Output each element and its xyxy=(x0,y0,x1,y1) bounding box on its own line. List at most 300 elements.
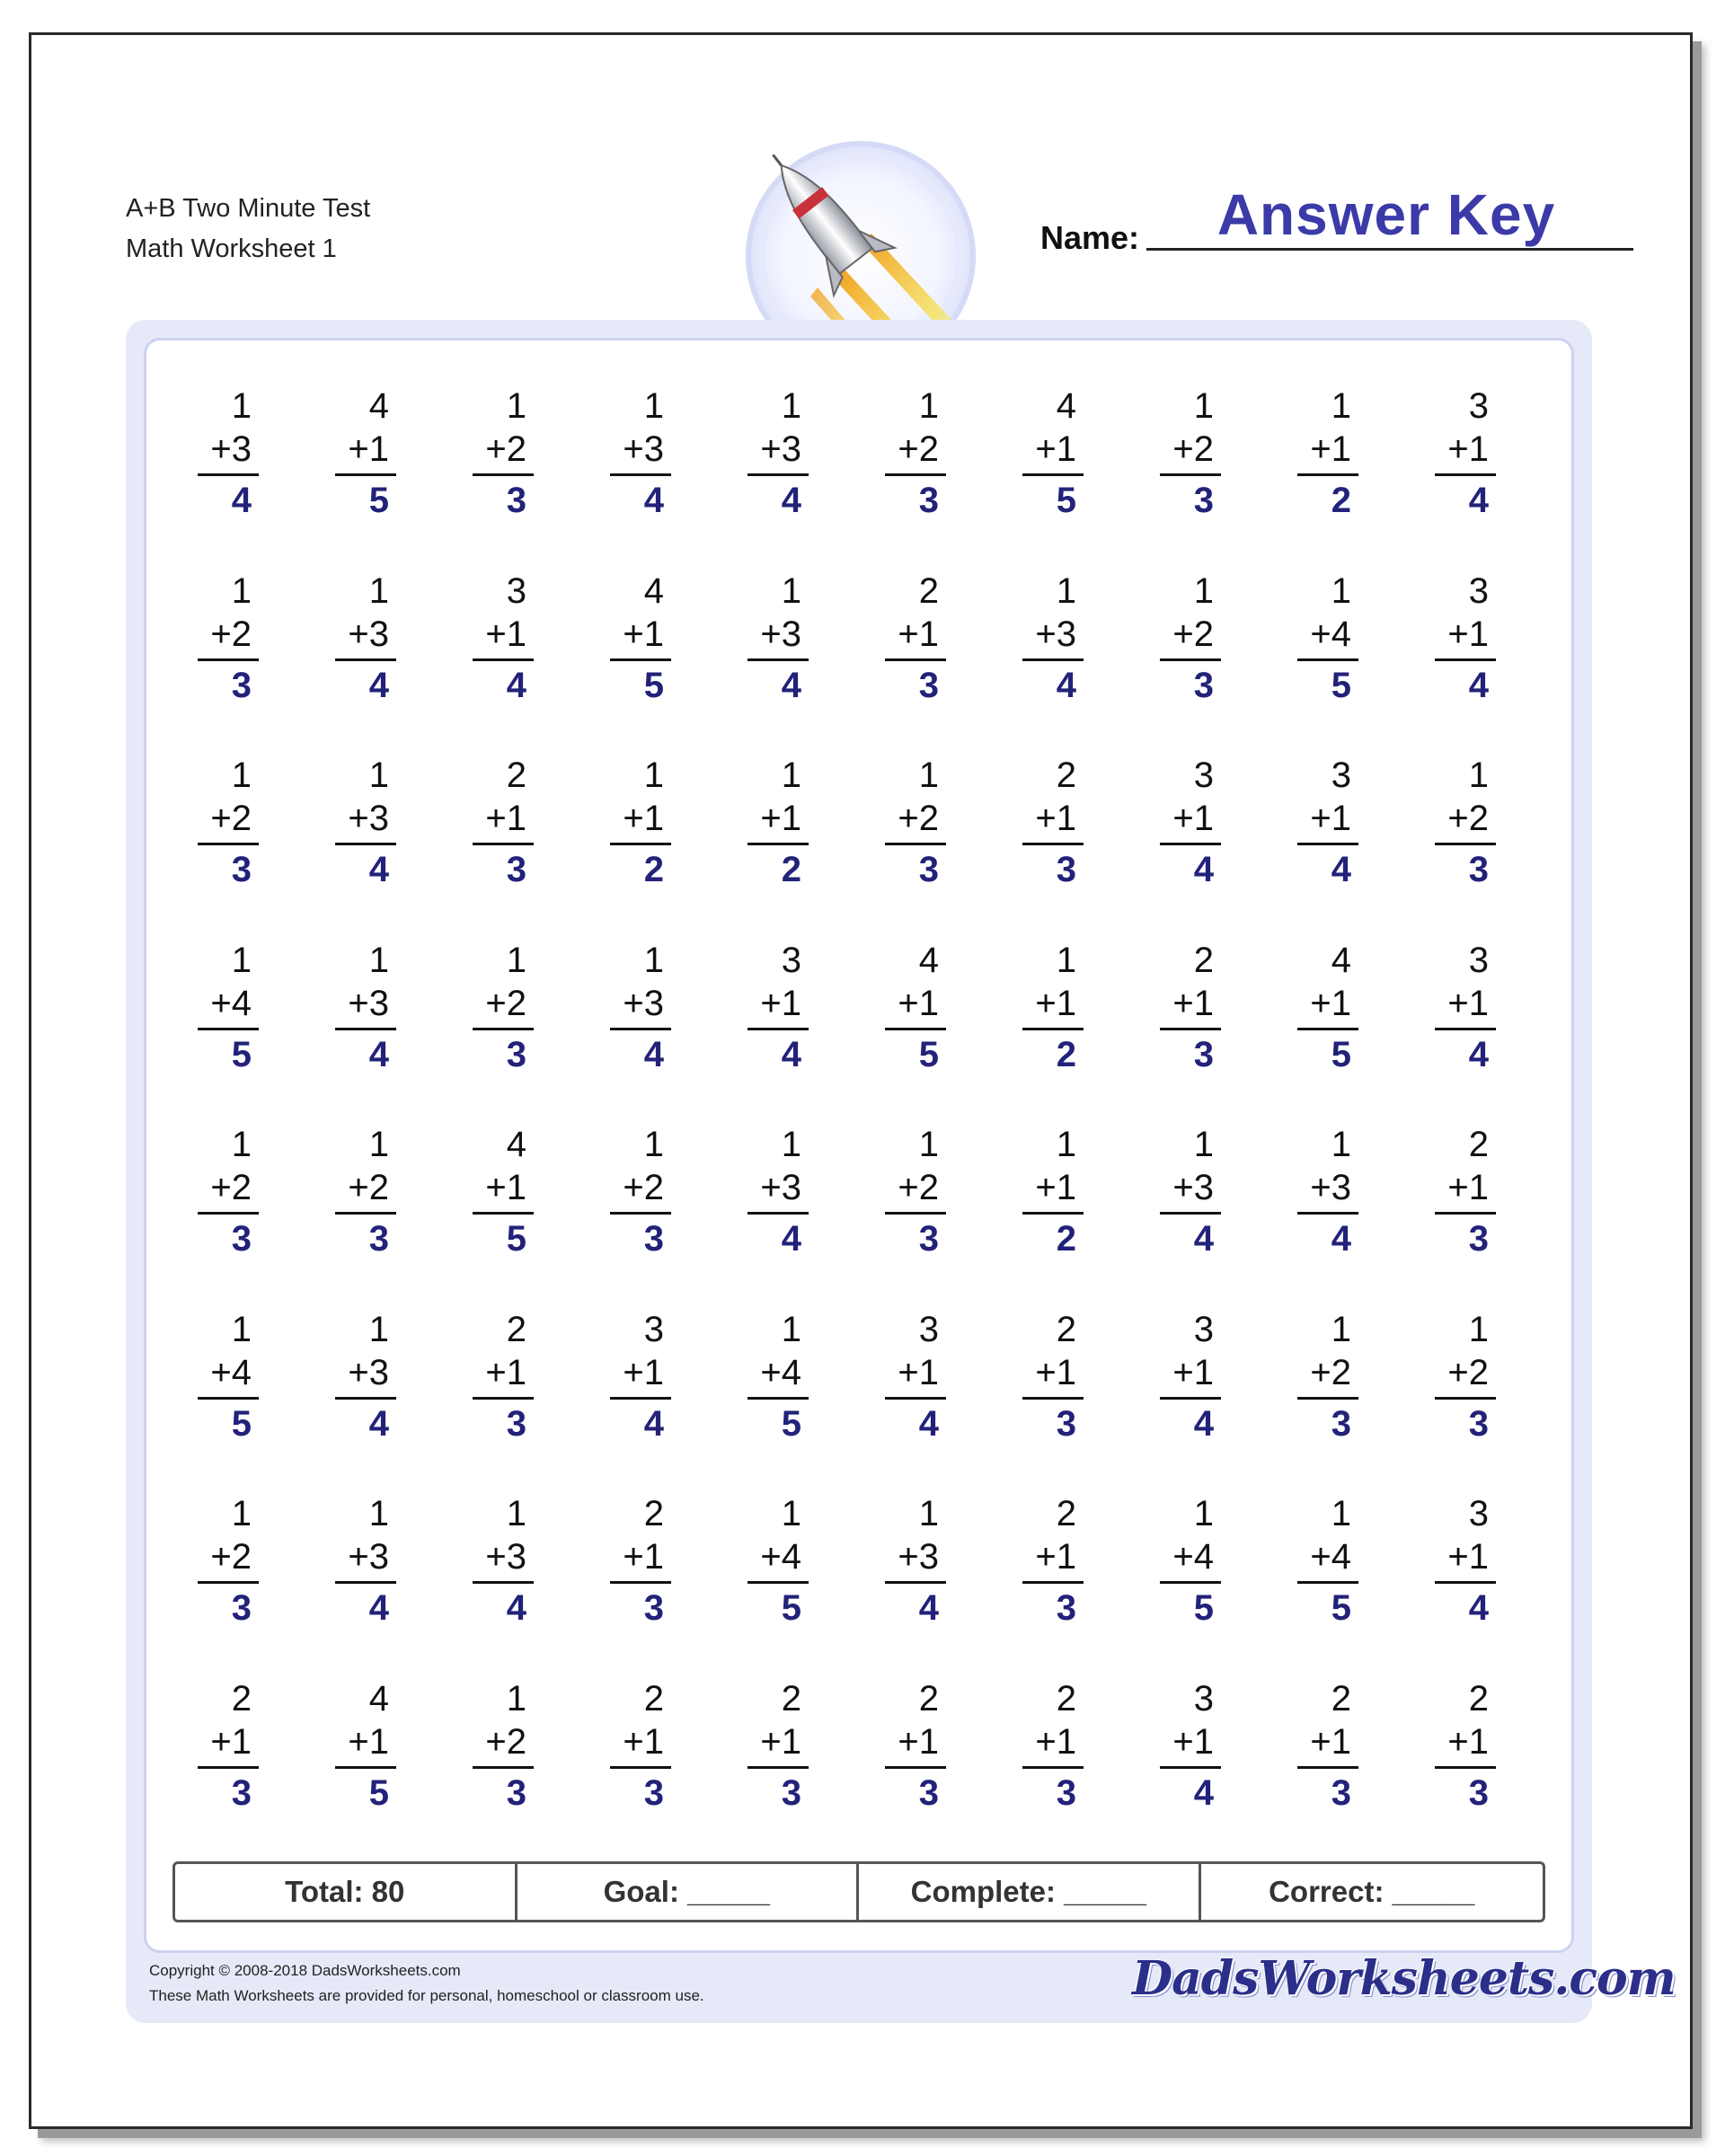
problem-rule xyxy=(748,658,809,661)
problem-rule xyxy=(610,843,671,845)
problem-addend-a: 2 xyxy=(643,1678,664,1719)
problem-rule xyxy=(198,1581,259,1584)
problem-addend-b: +3 xyxy=(1172,1168,1214,1207)
problem-addend-a: 3 xyxy=(1468,570,1489,611)
problem-rule xyxy=(198,658,259,661)
problem-addend-b: +1 xyxy=(1172,1721,1214,1762)
problem-addend-b: +2 xyxy=(485,983,526,1023)
problem xyxy=(878,755,1015,941)
brand-logo: DadsWorksheets.com xyxy=(1132,1951,1676,2006)
problem-addend-a: 3 xyxy=(1193,755,1214,795)
problem xyxy=(190,386,328,571)
problem xyxy=(328,1679,465,1864)
problem xyxy=(465,1125,603,1310)
problem-answer: 4 xyxy=(781,1034,801,1074)
problem-rule xyxy=(748,1397,809,1400)
problem-rule xyxy=(1435,1397,1496,1400)
problem-addend-a: 4 xyxy=(918,940,939,980)
problem-addend-b: +1 xyxy=(1447,1537,1489,1577)
problem-rule xyxy=(1297,1212,1358,1215)
problem-answer: 5 xyxy=(918,1034,939,1074)
problem-addend-b: +4 xyxy=(760,1537,801,1577)
problem-addend-b: +1 xyxy=(1447,614,1489,654)
problem-addend-a: 1 xyxy=(1193,1125,1214,1164)
problem-addend-b: +3 xyxy=(760,429,801,469)
problem-answer: 2 xyxy=(781,850,801,889)
problem-rule xyxy=(335,1212,396,1215)
problem-rule xyxy=(1022,1028,1084,1030)
problem-rule xyxy=(1022,843,1084,845)
problem xyxy=(1015,386,1153,571)
problem-addend-a: 3 xyxy=(1468,1494,1489,1533)
problem-addend-b: +1 xyxy=(485,614,526,654)
problem-addend-a: 3 xyxy=(643,1309,664,1349)
problem-rule xyxy=(610,658,671,661)
problem-addend-a: 1 xyxy=(506,1678,526,1719)
problem-rule xyxy=(885,473,946,476)
problem-answer: 4 xyxy=(918,1403,939,1444)
problem-rule xyxy=(610,1766,671,1769)
problem-addend-a: 1 xyxy=(231,570,252,611)
problem-addend-b: +2 xyxy=(898,799,939,838)
problem-rule xyxy=(1160,1212,1221,1215)
problem xyxy=(1015,755,1153,941)
problem-addend-b: +1 xyxy=(623,799,664,838)
problem-answer: 3 xyxy=(231,1219,252,1259)
problem-addend-a: 1 xyxy=(1056,940,1076,980)
problem-addend-a: 3 xyxy=(1193,1309,1214,1349)
problem-answer: 4 xyxy=(368,1588,389,1628)
problem xyxy=(1428,755,1565,941)
problem-answer: 3 xyxy=(1331,1403,1351,1444)
problem-addend-a: 1 xyxy=(368,1125,389,1164)
problem-answer: 4 xyxy=(1193,1219,1214,1259)
problem-addend-b: +3 xyxy=(623,983,664,1023)
problem-addend-a: 1 xyxy=(368,570,389,611)
problem-addend-a: 1 xyxy=(1331,386,1351,426)
problem-addend-b: +3 xyxy=(623,429,664,469)
problem-rule xyxy=(1022,473,1084,476)
problem xyxy=(465,1310,603,1495)
problem xyxy=(328,1494,465,1679)
problem-addend-b: +3 xyxy=(898,1537,939,1577)
problem xyxy=(603,941,740,1126)
problem xyxy=(328,941,465,1126)
problem-answer: 3 xyxy=(918,665,939,705)
problem-rule xyxy=(885,1212,946,1215)
problem-rule xyxy=(198,1397,259,1400)
problem-addend-b: +3 xyxy=(348,799,389,838)
problem-addend-b: +1 xyxy=(1172,983,1214,1023)
name-label: Name: xyxy=(1040,219,1140,256)
problem-addend-b: +1 xyxy=(485,799,526,838)
problem-answer: 4 xyxy=(781,481,801,520)
problem-grid xyxy=(190,386,1565,1851)
problem-rule xyxy=(335,1766,396,1769)
worksheet-subtitle: Math Worksheet 1 xyxy=(126,234,337,263)
problem-rule xyxy=(335,843,396,845)
problem-addend-a: 1 xyxy=(231,1309,252,1349)
problem-answer: 3 xyxy=(506,1403,526,1444)
problem xyxy=(190,755,328,941)
problem-rule xyxy=(198,1028,259,1030)
problem-rule xyxy=(473,843,534,845)
problem-rule xyxy=(748,1581,809,1584)
problem-answer: 4 xyxy=(368,665,389,705)
problem-answer: 3 xyxy=(1468,1772,1489,1813)
problem-addend-a: 2 xyxy=(781,1678,801,1719)
problem-addend-b: +1 xyxy=(898,614,939,654)
problem-addend-a: 1 xyxy=(1468,1309,1489,1349)
problem-answer: 3 xyxy=(918,1772,939,1813)
problem-addend-a: 2 xyxy=(1331,1678,1351,1719)
problem-rule xyxy=(610,473,671,476)
problem-rule xyxy=(1297,843,1358,845)
problem-addend-b: +3 xyxy=(348,983,389,1023)
problem-rule xyxy=(610,1581,671,1584)
problem-addend-b: +2 xyxy=(348,1168,389,1207)
problem-addend-a: 1 xyxy=(1193,1494,1214,1533)
problem-addend-b: +2 xyxy=(1172,429,1214,469)
problem-answer: 5 xyxy=(506,1219,526,1259)
problem xyxy=(1428,941,1565,1126)
problem-addend-b: +4 xyxy=(1172,1537,1214,1577)
problem-rule xyxy=(885,843,946,845)
problem-rule xyxy=(1297,473,1358,476)
problem-rule xyxy=(1297,658,1358,661)
name-line xyxy=(1146,248,1633,251)
problem-rule xyxy=(1022,1581,1084,1584)
problem-addend-a: 4 xyxy=(506,1125,526,1164)
problem-rule xyxy=(1435,473,1496,476)
problem-addend-a: 1 xyxy=(231,386,252,426)
problem-addend-b: +1 xyxy=(1447,1721,1489,1762)
problem xyxy=(465,1494,603,1679)
problem-answer: 4 xyxy=(506,1588,526,1628)
problem-answer: 4 xyxy=(1468,1034,1489,1074)
problem-addend-a: 4 xyxy=(368,1678,389,1719)
problem-addend-a: 1 xyxy=(231,940,252,980)
problem-rule xyxy=(748,473,809,476)
problem-addend-a: 1 xyxy=(368,1494,389,1533)
problem-addend-b: +1 xyxy=(210,1721,252,1762)
problem-addend-a: 1 xyxy=(1331,1494,1351,1533)
problem xyxy=(465,1679,603,1864)
problem xyxy=(878,1310,1015,1495)
problem xyxy=(328,1310,465,1495)
problem xyxy=(603,1310,740,1495)
problem-addend-b: +4 xyxy=(760,1352,801,1392)
problem xyxy=(1428,1494,1565,1679)
problem-answer: 4 xyxy=(368,1034,389,1074)
problem xyxy=(603,1125,740,1310)
problem-rule xyxy=(610,1028,671,1030)
problem-answer: 3 xyxy=(1056,1772,1076,1813)
problem-rule xyxy=(1022,1397,1084,1400)
problem xyxy=(1428,1679,1565,1864)
problem-answer: 2 xyxy=(1056,1219,1076,1259)
problem xyxy=(740,1310,878,1495)
problem xyxy=(1015,1679,1153,1864)
problem-rule xyxy=(335,1028,396,1030)
problem-addend-b: +1 xyxy=(1310,799,1351,838)
problem xyxy=(878,1125,1015,1310)
problem xyxy=(465,941,603,1126)
problem xyxy=(1153,571,1290,756)
problem-answer: 3 xyxy=(368,1219,389,1259)
problem-addend-a: 3 xyxy=(1468,940,1489,980)
problem-rule xyxy=(1297,1581,1358,1584)
problem-addend-b: +1 xyxy=(1035,429,1076,469)
problem xyxy=(1290,1125,1428,1310)
problem-addend-b: +1 xyxy=(898,1352,939,1392)
problem-addend-b: +2 xyxy=(1172,614,1214,654)
problem-rule xyxy=(473,1397,534,1400)
problem-answer: 3 xyxy=(1193,665,1214,705)
problem-addend-b: +3 xyxy=(348,614,389,654)
problem-answer: 4 xyxy=(781,1219,801,1259)
problem xyxy=(878,386,1015,571)
problem-addend-b: +1 xyxy=(1035,1537,1076,1577)
footer-stats xyxy=(172,1861,1545,1922)
problem-answer: 3 xyxy=(506,1772,526,1813)
problem xyxy=(1015,571,1153,756)
problem-addend-a: 1 xyxy=(1331,570,1351,611)
problem xyxy=(603,1679,740,1864)
problem xyxy=(878,941,1015,1126)
problem-addend-a: 2 xyxy=(1193,940,1214,980)
problem xyxy=(1153,1310,1290,1495)
problem xyxy=(1290,386,1428,571)
stat-goal: Goal: _____ xyxy=(518,1864,860,1920)
problem-rule xyxy=(1435,1766,1496,1769)
problem-addend-b: +2 xyxy=(210,614,252,654)
problem-addend-b: +2 xyxy=(210,1537,252,1577)
problem-addend-b: +2 xyxy=(1447,799,1489,838)
problem-addend-b: +2 xyxy=(210,1168,252,1207)
problem-answer: 4 xyxy=(368,1403,389,1444)
problem-answer: 3 xyxy=(231,850,252,889)
problem-rule xyxy=(748,1028,809,1030)
problem-addend-a: 2 xyxy=(1056,755,1076,795)
problem xyxy=(465,755,603,941)
problem-addend-b: +1 xyxy=(1447,983,1489,1023)
problem-rule xyxy=(885,1766,946,1769)
problem-addend-b: +1 xyxy=(485,1352,526,1392)
problem xyxy=(328,755,465,941)
problem-addend-a: 4 xyxy=(368,386,389,426)
problem-rule xyxy=(198,1212,259,1215)
problem-addend-a: 1 xyxy=(918,755,939,795)
problem xyxy=(1153,1494,1290,1679)
problem-rule xyxy=(473,1581,534,1584)
problem-addend-b: +3 xyxy=(760,614,801,654)
problem-addend-a: 1 xyxy=(781,755,801,795)
problem-addend-a: 1 xyxy=(368,1309,389,1349)
problem-addend-a: 1 xyxy=(1193,386,1214,426)
problem-addend-a: 2 xyxy=(506,755,526,795)
problem-addend-a: 2 xyxy=(1056,1494,1076,1533)
problem-addend-b: +1 xyxy=(623,1721,664,1762)
problem-addend-a: 1 xyxy=(231,1494,252,1533)
problem xyxy=(190,941,328,1126)
problem-addend-b: +2 xyxy=(898,429,939,469)
problem-addend-b: +1 xyxy=(1310,983,1351,1023)
problem-rule xyxy=(885,658,946,661)
problem-addend-b: +1 xyxy=(623,614,664,654)
problem-addend-b: +3 xyxy=(210,429,252,469)
problem-answer: 4 xyxy=(1056,665,1076,705)
problem xyxy=(1428,1125,1565,1310)
problem-addend-a: 1 xyxy=(643,755,664,795)
problem-addend-a: 2 xyxy=(643,1494,664,1533)
problem-addend-a: 1 xyxy=(1331,1309,1351,1349)
problem xyxy=(603,755,740,941)
problem-answer: 3 xyxy=(506,1034,526,1074)
problem-addend-a: 1 xyxy=(506,1494,526,1533)
problem-answer: 4 xyxy=(1468,1588,1489,1628)
problem-addend-a: 4 xyxy=(643,570,664,611)
problem xyxy=(190,571,328,756)
problem xyxy=(740,755,878,941)
problem-addend-a: 1 xyxy=(1468,755,1489,795)
problem-answer: 4 xyxy=(506,665,526,705)
problem-answer: 3 xyxy=(1331,1772,1351,1813)
problem xyxy=(1290,1494,1428,1679)
problem xyxy=(465,571,603,756)
problem-answer: 4 xyxy=(643,481,664,520)
problem-addend-b: +2 xyxy=(485,1721,526,1762)
problem-rule xyxy=(1160,1028,1221,1030)
problem-rule xyxy=(1160,473,1221,476)
problem-rule xyxy=(610,1212,671,1215)
problem-addend-b: +2 xyxy=(1447,1352,1489,1392)
problem-addend-b: +1 xyxy=(1310,429,1351,469)
stat-total: Total: 80 xyxy=(175,1864,518,1920)
problem-addend-a: 3 xyxy=(506,570,526,611)
problem-addend-b: +3 xyxy=(348,1352,389,1392)
problem xyxy=(328,386,465,571)
problem-addend-b: +4 xyxy=(1310,614,1351,654)
problem xyxy=(190,1679,328,1864)
problem xyxy=(1290,941,1428,1126)
worksheet-heading xyxy=(126,189,370,270)
problem-addend-a: 1 xyxy=(643,1125,664,1164)
problem-rule xyxy=(885,1028,946,1030)
problem xyxy=(740,941,878,1126)
problem-addend-a: 1 xyxy=(643,940,664,980)
problem-answer: 3 xyxy=(643,1772,664,1813)
name-field xyxy=(1040,182,1633,262)
problem-addend-a: 1 xyxy=(506,940,526,980)
problem-addend-a: 1 xyxy=(918,386,939,426)
problem-rule xyxy=(1435,1212,1496,1215)
problem-addend-a: 2 xyxy=(506,1309,526,1349)
problem xyxy=(328,571,465,756)
problem-addend-a: 1 xyxy=(1331,1125,1351,1164)
problem-answer: 5 xyxy=(368,1772,389,1813)
problem-rule xyxy=(1160,843,1221,845)
problem xyxy=(740,1125,878,1310)
problem-addend-b: +1 xyxy=(1172,799,1214,838)
problem-answer: 4 xyxy=(1468,665,1489,705)
problem-rule xyxy=(473,658,534,661)
problem-rule xyxy=(1297,1028,1358,1030)
problem-addend-b: +1 xyxy=(760,1721,801,1762)
problem-addend-b: +3 xyxy=(348,1537,389,1577)
problem xyxy=(1015,941,1153,1126)
problem-rule xyxy=(1022,658,1084,661)
problem-rule xyxy=(473,473,534,476)
problem-addend-b: +2 xyxy=(485,429,526,469)
problem-addend-a: 2 xyxy=(918,1678,939,1719)
problem-answer: 3 xyxy=(1468,1219,1489,1259)
problem-addend-a: 1 xyxy=(781,1125,801,1164)
problem-answer: 3 xyxy=(918,481,939,520)
problem-rule xyxy=(885,1397,946,1400)
problem-answer: 5 xyxy=(368,481,389,520)
problem-addend-a: 3 xyxy=(1331,755,1351,795)
problem-addend-a: 1 xyxy=(781,570,801,611)
problem-answer: 4 xyxy=(643,1034,664,1074)
problem xyxy=(878,1494,1015,1679)
problem-rule xyxy=(1160,1766,1221,1769)
problem-answer: 3 xyxy=(231,1588,252,1628)
problem-rule xyxy=(1297,1766,1358,1769)
problem-answer: 5 xyxy=(781,1588,801,1628)
problem-addend-b: +2 xyxy=(898,1168,939,1207)
problem-answer: 2 xyxy=(1331,481,1351,520)
problem xyxy=(1290,1310,1428,1495)
problem xyxy=(1153,1125,1290,1310)
problem-answer: 5 xyxy=(231,1034,252,1074)
problem-answer: 3 xyxy=(643,1588,664,1628)
problem xyxy=(1153,1679,1290,1864)
problem-answer: 3 xyxy=(231,665,252,705)
problem-answer: 5 xyxy=(643,665,664,705)
problem-addend-a: 3 xyxy=(1193,1678,1214,1719)
problem-answer: 3 xyxy=(781,1772,801,1813)
problem-addend-a: 1 xyxy=(918,1125,939,1164)
problem-addend-b: +1 xyxy=(760,983,801,1023)
problem-addend-a: 2 xyxy=(918,570,939,611)
problem-addend-b: +1 xyxy=(1035,983,1076,1023)
problem-addend-b: +1 xyxy=(1310,1721,1351,1762)
problem xyxy=(878,571,1015,756)
problem-addend-b: +4 xyxy=(210,983,252,1023)
problem-answer: 3 xyxy=(1193,481,1214,520)
problem-answer: 4 xyxy=(1193,1772,1214,1813)
problem-rule xyxy=(1022,1766,1084,1769)
problem-addend-b: +1 xyxy=(1172,1352,1214,1392)
problem-addend-b: +1 xyxy=(348,429,389,469)
problem-rule xyxy=(198,843,259,845)
copyright-text: Copyright © 2008-2018 DadsWorksheets.com xyxy=(149,1962,461,1979)
problem-answer: 5 xyxy=(231,1403,252,1444)
problem-rule xyxy=(335,1581,396,1584)
problem-answer: 2 xyxy=(643,850,664,889)
problem-rule xyxy=(335,1397,396,1400)
problem-addend-a: 1 xyxy=(1056,570,1076,611)
problem-addend-b: +1 xyxy=(1035,1721,1076,1762)
problem-answer: 4 xyxy=(1331,850,1351,889)
problem-addend-b: +3 xyxy=(485,1537,526,1577)
problem-answer: 3 xyxy=(918,850,939,889)
problem-addend-a: 1 xyxy=(918,1494,939,1533)
problem-addend-a: 1 xyxy=(231,755,252,795)
problem-addend-a: 1 xyxy=(781,1309,801,1349)
problem xyxy=(1290,755,1428,941)
